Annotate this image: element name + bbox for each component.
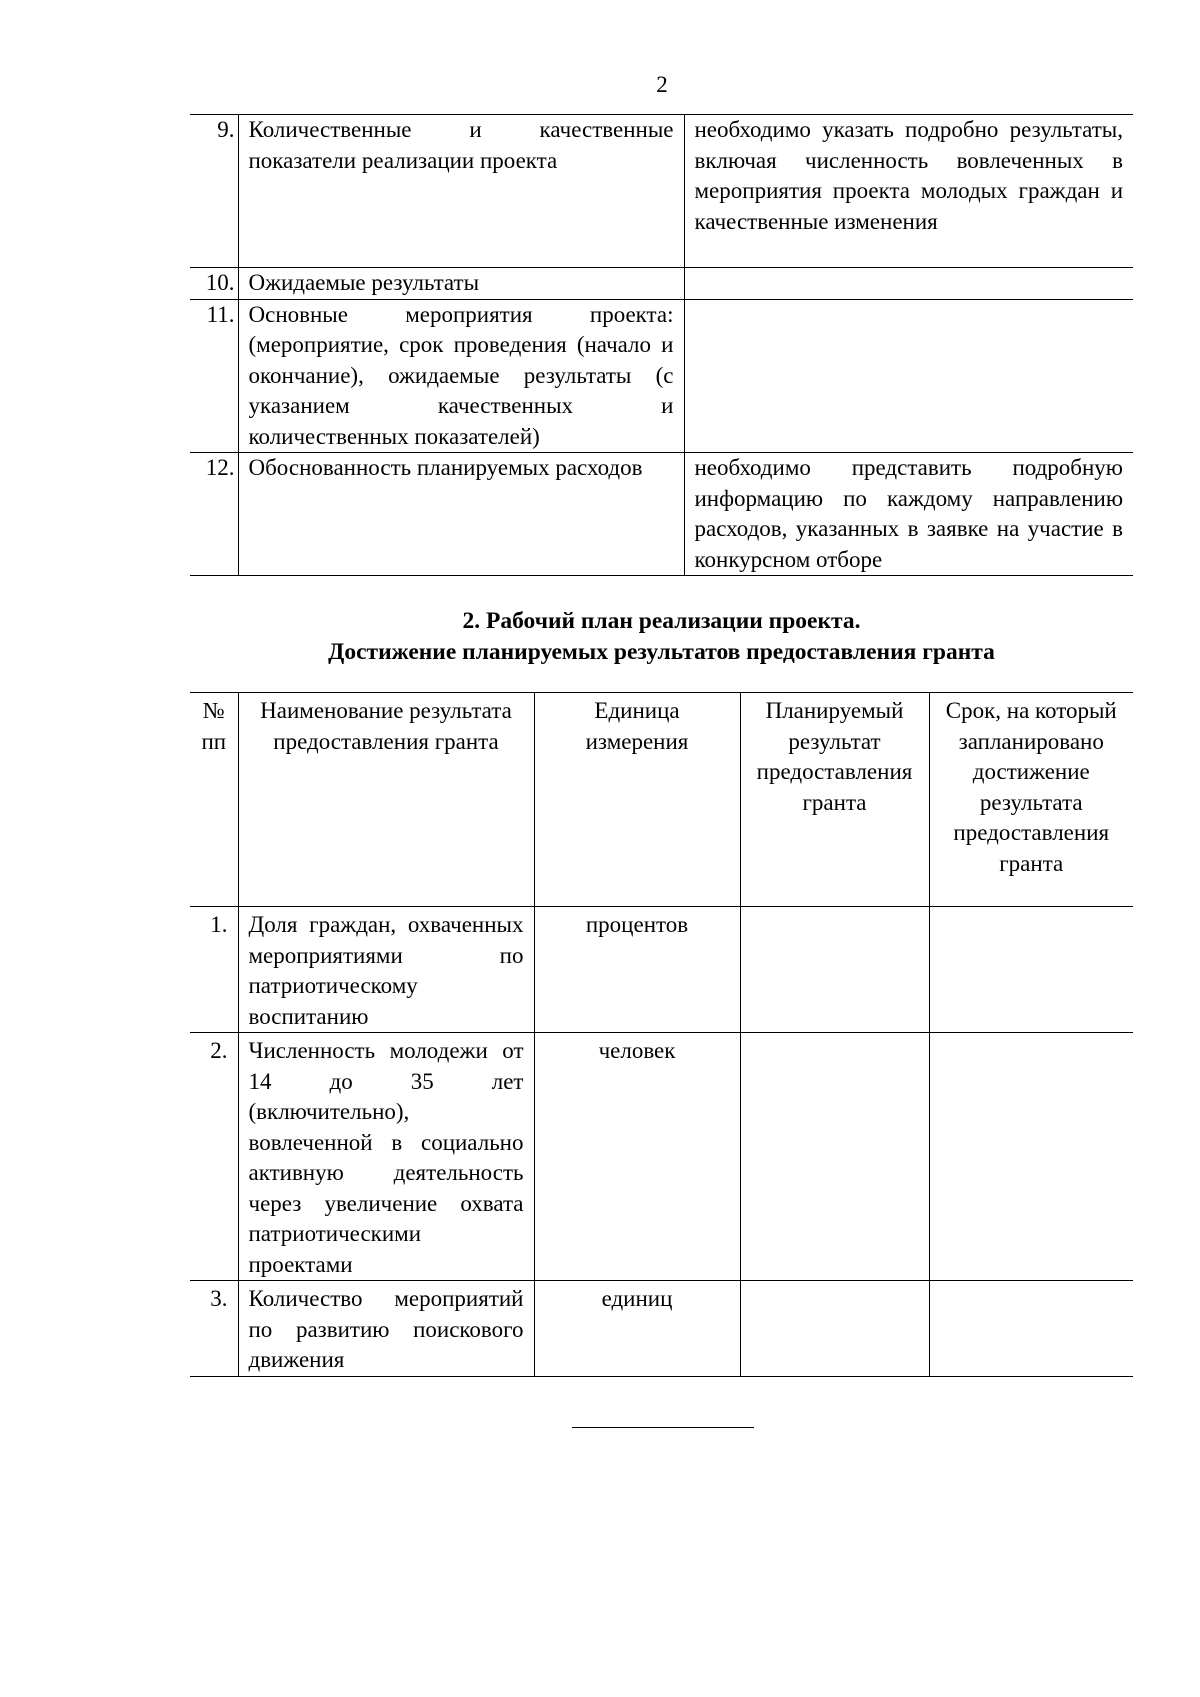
table-row xyxy=(190,1281,1133,1377)
row-unit: человек xyxy=(534,1033,740,1281)
project-info-table xyxy=(190,114,1133,576)
table-row xyxy=(190,1033,1133,1281)
header-unit: Единица измерения xyxy=(534,693,740,907)
row-deadline xyxy=(929,1281,1133,1377)
row-note: необходимо представить подробную информацию по каждому направлению расходов, указанных в заявке на участие в конкурсном отборе xyxy=(684,453,1133,576)
row-number: 3. xyxy=(190,1281,238,1377)
page-number: 2 xyxy=(656,72,668,97)
row-number: 1. xyxy=(190,907,238,1033)
row-name: Основные мероприятия проекта: (мероприятие, срок проведения (начало и окончание), ожидаемые результаты (с указанием качественных и количественных показателей) xyxy=(238,299,684,453)
row-name: Обоснованность планируемых расходов xyxy=(238,453,684,576)
row-planned xyxy=(740,1281,929,1377)
row-number: 10. xyxy=(190,268,238,300)
table-header-row xyxy=(190,693,1133,907)
row-note xyxy=(684,299,1133,453)
row-name: Ожидаемые результаты xyxy=(238,268,684,300)
row-name: Численность молодежи от 14 до 35 лет (включительно), вовлеченной в социально активную деятельность через увеличение охвата патриотическими проектами xyxy=(238,1033,534,1281)
row-unit: единиц xyxy=(534,1281,740,1377)
table-row xyxy=(190,115,1133,268)
header-number: № пп xyxy=(190,693,238,907)
row-note: необходимо указать подробно результаты, включая численность вовлеченных в мероприятия проекта молодых граждан и качественные изменения xyxy=(684,115,1133,268)
header-deadline: Срок, на который запланировано достижение результата предоставления гранта xyxy=(929,693,1133,907)
row-name: Доля граждан, охваченных мероприятиями по патриотическому воспитанию xyxy=(238,907,534,1033)
row-unit: процентов xyxy=(534,907,740,1033)
row-name: Количество мероприятий по развитию поискового движения xyxy=(238,1281,534,1377)
row-planned xyxy=(740,1033,929,1281)
row-name: Количественные и качественные показатели реализации проекта xyxy=(238,115,684,268)
table-row xyxy=(190,453,1133,576)
section-title xyxy=(190,606,1133,668)
section-title-line1: 2. Рабочий план реализации проекта. xyxy=(462,608,861,634)
table-row xyxy=(190,907,1133,1033)
row-deadline xyxy=(929,1033,1133,1281)
row-number: 11. xyxy=(190,299,238,453)
header-planned: Планируемый результат предоставления гранта xyxy=(740,693,929,907)
row-number: 2. xyxy=(190,1033,238,1281)
row-number: 12. xyxy=(190,453,238,576)
end-divider xyxy=(572,1427,754,1428)
row-planned xyxy=(740,907,929,1033)
results-plan-table xyxy=(190,692,1133,1377)
row-number: 9. xyxy=(190,115,238,268)
row-note xyxy=(684,268,1133,300)
header-name: Наименование результата предоставления гранта xyxy=(238,693,534,907)
section-title-line2: Достижение планируемых результатов предоставления гранта xyxy=(328,639,995,665)
table-row xyxy=(190,268,1133,300)
table-row xyxy=(190,299,1133,453)
row-deadline xyxy=(929,907,1133,1033)
